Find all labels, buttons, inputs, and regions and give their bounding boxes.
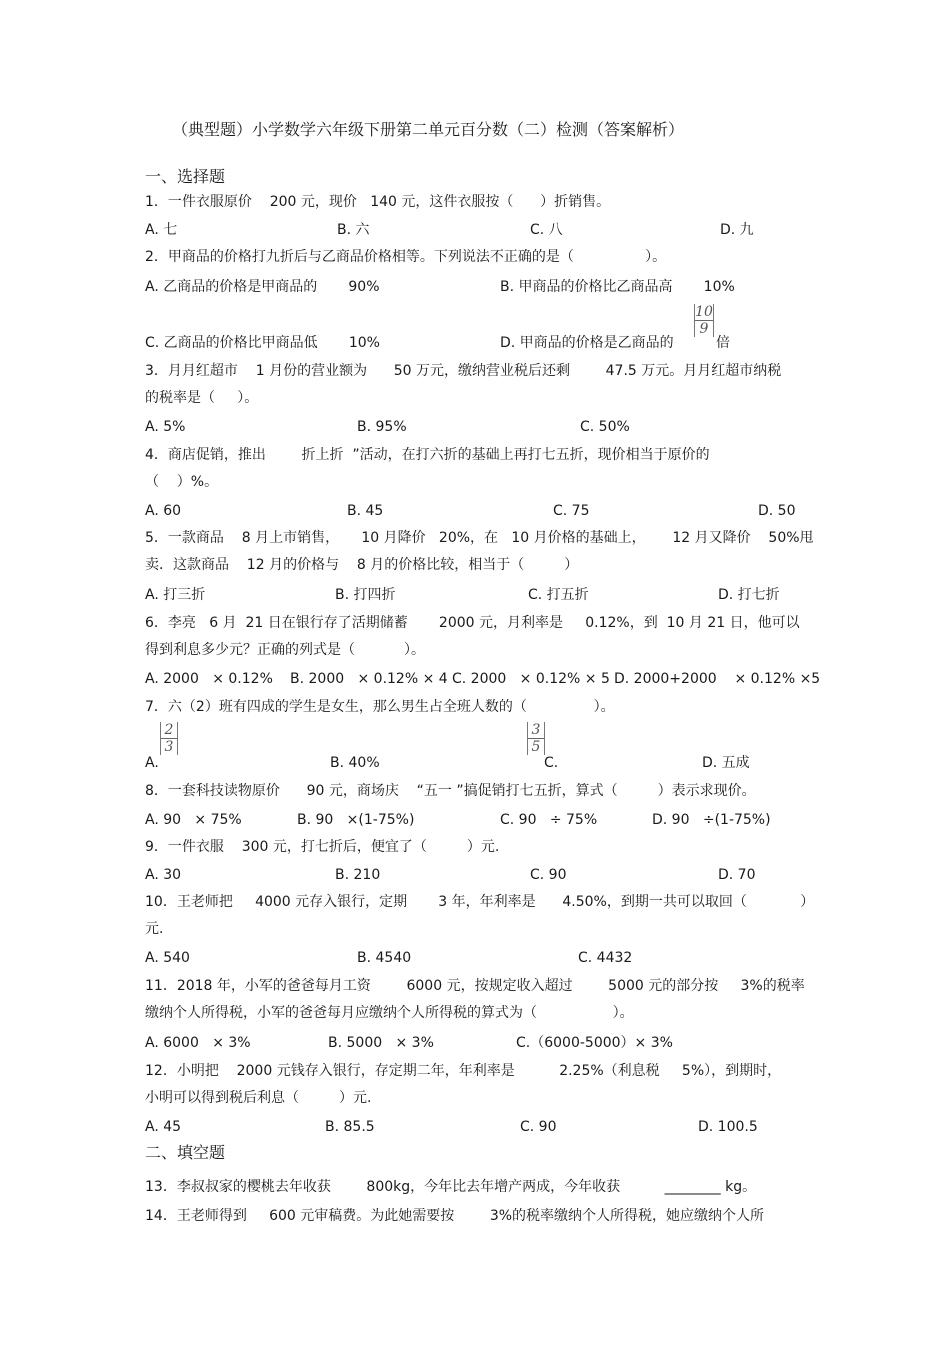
question-6-option-b: B. 2000 × 0.12% × 4 [290,671,448,687]
question-5-stem-line1: 5．一款商品 8 月上市销售， 10 月降价 20%，在 10 月价格的基础上， 12 月又降价 50%甩 [145,530,814,546]
question-8-option-b: B. 90 ×(1-75%) [297,812,415,828]
question-7-option-c-fraction [527,722,545,755]
question-11-option-b: B. 5000 × 3% [328,1035,434,1051]
question-7-stem: 7．六（2）班有四成的学生是女生，那么男生占全班人数的（ ）。 [145,699,615,715]
question-3-option-a: A. 5% [145,419,186,435]
question-9-option-a: A. 30 [145,867,182,883]
question-4-option-a: A. 60 [145,503,182,519]
question-11-stem-line2: 缴纳个人所得税，小军的爸爸每月应缴纳个人所得税的算式为（ ）。 [145,1005,634,1021]
question-1-option-d: D. 九 [720,222,754,238]
question-6-stem-line2: 得到利息多少元？正确的列式是（ ）。 [145,642,425,658]
question-12-option-c: C. 90 [520,1119,557,1135]
question-1-option-c: C. 八 [530,222,563,238]
fraction-numerator: 10 [695,304,713,320]
question-4-option-c: C. 75 [553,503,590,519]
question-12-stem-line1: 12．小明把 2000 元钱存入银行，存定期二年，年利率是 2.25%（利息税 5%），到期时， [145,1063,782,1079]
question-5-option-b: B. 打四折 [335,587,396,603]
question-3-stem-line2: 的税率是（ ）。 [145,390,259,406]
question-1-option-a: A. 七 [145,222,178,238]
document-title: （典型题）小学数学六年级下册第二单元百分数（二）检测（答案解析） [172,120,685,139]
fraction-numerator: 3 [528,722,544,739]
question-7-option-a-fraction [160,722,178,755]
section-heading-fill-blank: 二、填空题 [145,1143,226,1162]
question-2-stem: 2．甲商品的价格打九折后与乙商品价格相等。下列说法不正确的是（ ）。 [145,249,667,265]
question-8-option-d: D. 90 ÷(1-75%) [652,812,771,828]
question-7-option-a-label: A. [145,755,159,771]
question-8-stem: 8．一套科技读物原价 90 元，商场庆 “五一 ”搞促销打七五折，算式（ ）表示求现价。 [145,783,756,799]
question-5-stem-line2: 卖．这款商品 12 月的价格与 8 月的价格比较，相当于（ ） [145,557,579,573]
question-8-option-a: A. 90 × 75% [145,812,242,828]
question-3-option-c: C. 50% [580,419,630,435]
question-2-option-b: B. 甲商品的价格比乙商品高 10% [500,279,735,295]
question-14: 14．王老师得到 600 元审稿费。为此她需要按 3%的税率缴纳个人所得税，她应缴纳个人所 [145,1208,765,1224]
question-7-option-c-label: C. [544,755,559,771]
question-7-option-d: D. 五成 [702,755,750,771]
question-1-stem: 1．一件衣服原价 200 元，现价 140 元，这件衣服按（ ）折销售。 [145,194,611,210]
question-2-option-d: D. 甲商品的价格是乙商品的 [500,335,674,351]
question-12-option-d: D. 100.5 [698,1119,758,1135]
fraction-numerator: 2 [161,722,177,739]
question-3-option-b: B. 95% [357,419,407,435]
question-4-option-d: D. 50 [758,503,796,519]
question-12-option-a: A. 45 [145,1119,182,1135]
section-heading-choice: 一、选择题 [145,167,226,186]
question-5-option-d: D. 打七折 [718,587,780,603]
fraction-denominator: 9 [699,321,709,337]
question-12-stem-line2: 小明可以得到税后利息（ ）元. [145,1090,372,1106]
question-10-stem-line1: 10．王老师把 4000 元存入银行，定期 3 年，年利率是 4.50%，到期一共可以取回（ ） [145,894,815,910]
question-6-option-a: A. 2000 × 0.12% [145,671,273,687]
question-4-option-b: B. 45 [347,503,384,519]
question-11-option-a: A. 6000 × 3% [145,1035,251,1051]
question-2-option-d-tail: 倍 [716,335,730,351]
question-9-stem: 9．一件衣服 300 元，打七折后，便宜了（ ）元. [145,839,500,855]
question-10-option-a: A. 540 [145,950,190,966]
question-2-option-a: A. 乙商品的价格是甲商品的 90% [145,279,380,295]
question-7-option-b: B. 40% [330,755,380,771]
question-13: 13．李叔叔家的樱桃去年收获 800kg，今年比去年增产两成，今年收获 ________ kg。 [145,1179,757,1195]
fraction-denominator: 5 [531,739,541,755]
question-10-option-b: B. 4540 [357,950,412,966]
fraction-denominator: 3 [164,739,174,755]
question-9-option-d: D. 70 [718,867,756,883]
question-5-option-c: C. 打五折 [528,587,589,603]
question-6-stem-line1: 6．李亮 6 月 21 日在银行存了活期储蓄 2000 元，月利率是 0.12%，到 10 月 21 日，他可以 [145,615,800,631]
question-8-option-c: C. 90 ÷ 75% [500,812,598,828]
question-1-option-b: B. 六 [337,222,370,238]
question-5-option-a: A. 打三折 [145,587,206,603]
question-4-stem-line1: 4．商店促销，推出 折上折 ”活动，在打六折的基础上再打七五折，现价相当于原价的 [145,447,710,463]
question-6-option-c: C. 2000 × 0.12% × 5 [452,671,610,687]
question-11-option-c: C.（6000-5000）× 3% [516,1035,673,1051]
question-3-stem-line1: 3．月月红超市 1 月份的营业额为 50 万元，缴纳营业税后还剩 47.5 万元。月月红超市纳税 [145,363,782,379]
question-9-option-c: C. 90 [530,867,567,883]
question-6-option-d: D. 2000+2000 × 0.12% ×5 [614,671,821,687]
question-11-stem-line1: 11．2018 年，小军的爸爸每月工资 6000 元，按规定收入超过 5000 元的部分按 3%的税率 [145,978,805,994]
question-2-fraction [694,304,714,337]
question-12-option-b: B. 85.5 [325,1119,375,1135]
question-10-stem-line2: 元. [145,921,164,937]
question-9-option-b: B. 210 [335,867,381,883]
question-10-option-c: C. 4432 [578,950,633,966]
question-4-stem-line2: （ ）%。 [145,474,219,490]
question-2-option-c: C. 乙商品的价格比甲商品低 10% [145,335,380,351]
